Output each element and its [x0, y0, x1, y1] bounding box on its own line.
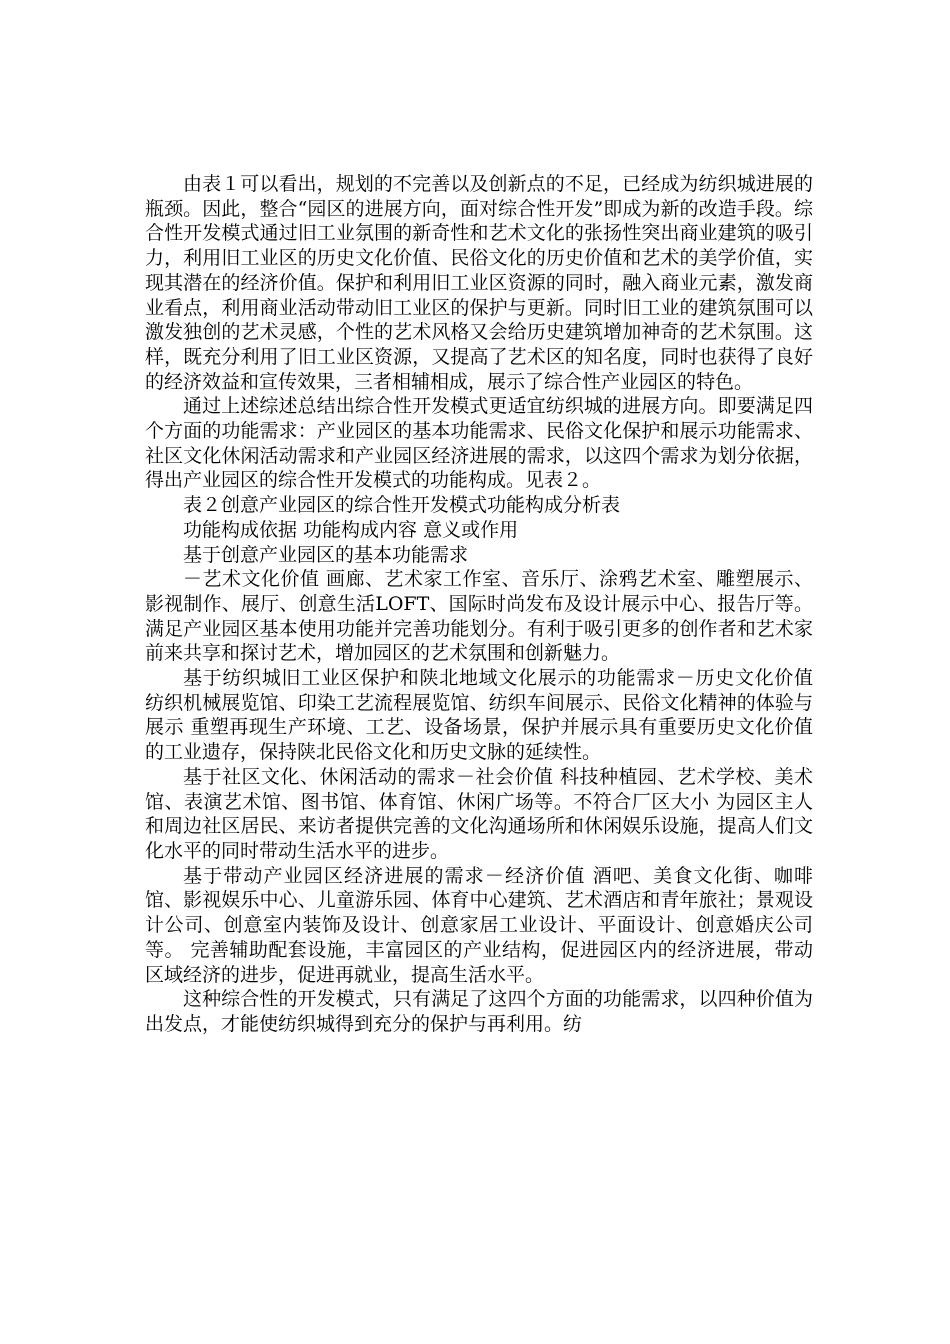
paragraph-development-direction: 通过上述综述总结出综合性开发模式更适宜纺织城的进展方向。即要满足四个方面的功能需求：产业园区的基本功能需求、民俗文化保护和展示功能需求、社区文化休闲活动需求和产业园区经济进展的需求，以这四个需求为划分依据，得出产业园区的综合性开发模式的功能构成。见表２。 — [145, 395, 813, 492]
paragraph-table1-analysis: 由表１可以看出，规划的不完善以及创新点的不足，已经成为纺织城进展的瓶颈。因此，整合“园区的进展方向，面对综合性开发”即成为新的改造手段。综合性开发模式通过旧工业氛围的新奇性和艺术文化的张扬性突出商业建筑的吸引力，利用旧工业区的历史文化价值、民俗文化的历史价值和艺术的美学价值，实现其潜在的经济价值。保护和利用旧工业区资源的同时，融入商业元素，激发商业看点，利用商业活动带动旧工业区的保护与更新。同时旧工业的建筑氛围可以激发独创的艺术灵感，个性的艺术风格又会给历史建筑增加神奇的艺术氛围。这样，既充分利用了旧工业区资源，又提高了艺术区的知名度，同时也获得了良好的经济效益和宣传效果，三者相辅相成，展示了综合性产业园区的特色。 — [145, 173, 813, 393]
table2-row-economic-value: 基于带动产业园区经济进展的需求－经济价值 酒吧、美食文化街、咖啡馆、影视娱乐中心、儿童游乐园、体育中心建筑、艺术酒店和青年旅社；景观设计公司、创意室内装饰及设计、创意家居工业设计、平面设计、创意婚庆公司等。 完善辅助配套设施，丰富园区的产业结构，促进园区内的经济进展，带动区域经济的进步，促进再就业，提高生活水平。 — [145, 864, 813, 986]
table2-row-historical-value: 基于纺织城旧工业区保护和陕北地域文化展示的功能需求－历史文化价值 纺织机械展览馆、印染工艺流程展览馆、纺织车间展示、民俗文化精神的体验与展示 重塑再现生产环境、工艺、设备场景，保护并展示具有重要历史文化价值的工业遗存，保持陕北民俗文化和历史文脉的延续性。 — [145, 667, 813, 764]
document-body — [145, 172, 813, 1037]
table2-row-basic-function: 基于创意产业园区的基本功能需求 — [183, 543, 469, 566]
table2-caption: 表２创意产业园区的综合性开发模式功能构成分析表 — [183, 494, 621, 517]
table2-row-art-culture-value: －艺术文化价值 画廊、艺术家工作室、音乐厅、涂鸦艺术室、雕塑展示、影视制作、展厅、创意生活LOFT、国际时尚发布及设计展示中心、报告厅等。 满足产业园区基本使用功能并完善功能划分。有利于吸引更多的创作者和艺术家前来共享和探讨艺术，增加园区的艺术氛围和创新魅力。 — [145, 568, 813, 665]
table2-row-social-value: 基于社区文化、休闲活动的需求－社会价值 科技种植园、艺术学校、美术馆、表演艺术馆、图书馆、体育馆、休闲广场等。不符合厂区大小 为园区主人和周边社区居民、来访者提供完善的文化沟通场所和休闲娱乐设施，提高人们文化水平的同时带动生活水平的进步。 — [145, 765, 813, 862]
table2-header-row: 功能构成依据 功能构成内容 意义或作用 — [183, 518, 519, 541]
paragraph-conclusion: 这种综合性的开发模式，只有满足了这四个方面的功能需求，以四种价值为出发点，才能使纺织城得到充分的保护与再利用。纺 — [145, 988, 813, 1035]
